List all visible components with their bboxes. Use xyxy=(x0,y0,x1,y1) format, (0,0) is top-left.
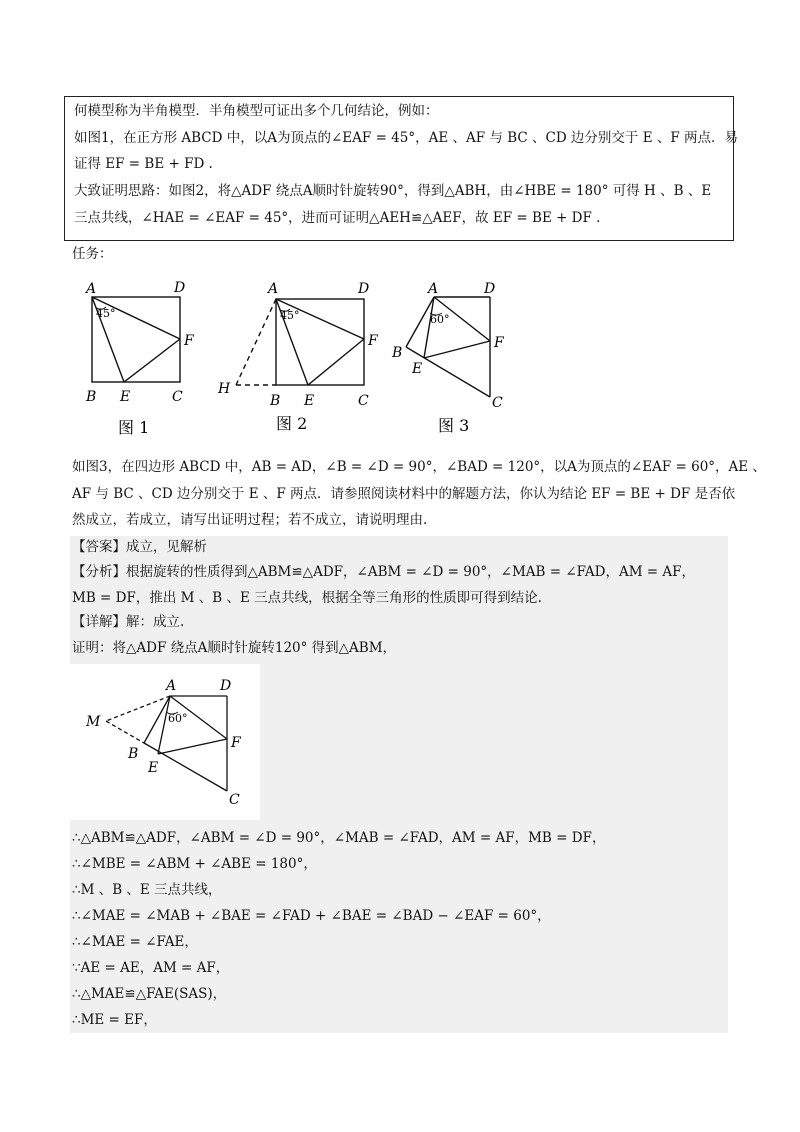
intro-line-2: 如图1，在正方形 ABCD 中，以A为顶点的∠EAF = 45°，AE 、AF 与 BC 、CD 边分别交于 E 、F 两点．易 xyxy=(74,130,739,146)
fig1-caption: 图 1 xyxy=(118,418,150,437)
question-line-3: 然成立，若成立，请写出证明过程；若不成立，请说明理由. xyxy=(72,512,428,528)
fig2-label-f: F xyxy=(368,333,378,349)
fig3-label-c: C xyxy=(492,395,503,411)
fig2-label-a: A xyxy=(268,281,279,297)
fig3-label-a: A xyxy=(428,281,439,297)
proof-step-7: ∴△MAE≌△FAE(SAS)， xyxy=(72,986,227,1002)
proof-step-8: ∴ME = EF， xyxy=(72,1012,157,1028)
fig4-label-a: A xyxy=(166,678,177,694)
answer-line: 【答案】成立，见解析 xyxy=(72,539,207,555)
proof-step-3: ∴M 、B 、E 三点共线， xyxy=(72,882,222,898)
detail-line: 【详解】解：成立. xyxy=(72,614,185,630)
fig2-label-h: H xyxy=(218,381,231,397)
fig4-label-f: F xyxy=(231,735,241,751)
fig1-label-e: E xyxy=(120,389,131,405)
question-line-2: AF 与 BC 、CD 边分别交于 E 、F 两点．请参照阅读材料中的解题方法，你认为结论 EF = BE + DF 是否依 xyxy=(72,486,736,502)
intro-line-3: 证得 EF = BE + FD . xyxy=(74,156,213,172)
fig1-label-f: F xyxy=(184,333,194,349)
fig3-label-e: E xyxy=(412,361,423,377)
intro-line-5: 三点共线，∠HAE = ∠EAF = 45°，进而可证明△AEH≌△AEF，故 EF = BE + DF . xyxy=(74,210,601,226)
fig3-angle: 60° xyxy=(430,313,450,326)
proof-step-4: ∴∠MAE = ∠MAB + ∠BAE = ∠FAD + ∠BAE = ∠BAD − ∠EAF = 60°， xyxy=(72,908,551,924)
fig1-angle: 45° xyxy=(96,307,116,320)
fig2-label-e: E xyxy=(304,393,315,409)
fig3-caption: 图 3 xyxy=(438,416,470,435)
fig3-label-f: F xyxy=(494,335,504,351)
intro-line-4: 大致证明思路：如图2，将△ADF 绕点A顺时针旋转90°，得到△ABH，由∠HBE = 180° 可得 H 、B 、E xyxy=(74,183,712,199)
proof-step-5: ∴∠MAE = ∠FAE， xyxy=(72,934,198,950)
question-line-1: 如图3，在四边形 ABCD 中，AB = AD，∠B = ∠D = 90°，∠BAD = 120°，以A为顶点的∠EAF = 60°，AE 、 xyxy=(72,459,766,475)
analysis-line-2: MB = DF，推出 M 、B 、E 三点共线，根据全等三角形的性质即可得到结论. xyxy=(72,590,542,606)
fig4-label-d: D xyxy=(220,678,232,694)
fig2-label-b: B xyxy=(270,393,281,409)
figure-4 xyxy=(70,664,260,820)
intro-line-1: 何模型称为半角模型．半角模型可证出多个几何结论，例如： xyxy=(74,103,439,119)
figures-row xyxy=(0,275,800,475)
proof-step-6: ∵AE = AE，AM = AF， xyxy=(72,960,230,976)
fig1-label-c: C xyxy=(172,389,183,405)
task-label: 任务： xyxy=(72,246,113,262)
fig4-angle: 60° xyxy=(168,712,188,725)
fig4-label-e: E xyxy=(148,760,159,776)
figure-3 xyxy=(406,297,490,397)
proof-step-2: ∴∠MBE = ∠ABM + ∠ABE = 180°， xyxy=(72,856,317,872)
analysis-line-1: 【分析】根据旋转的性质得到△ABM≌△ADF，∠ABM = ∠D = 90°，∠MAB = ∠FAD，AM = AF， xyxy=(72,564,696,580)
fig1-label-b: B xyxy=(86,389,97,405)
fig4-label-c: C xyxy=(229,792,240,808)
fig3-label-d: D xyxy=(484,281,496,297)
fig4-label-m: M xyxy=(86,714,101,730)
proof-intro: 证明：将△ADF 绕点A顺时针旋转120° 得到△ABM， xyxy=(72,640,397,656)
fig1-label-d: D xyxy=(174,280,186,296)
fig2-angle: 45° xyxy=(280,309,300,322)
fig2-label-d: D xyxy=(358,281,370,297)
fig3-label-b: B xyxy=(392,345,403,361)
fig1-label-a: A xyxy=(86,281,97,297)
proof-step-1: ∴△ABM≌△ADF，∠ABM = ∠D = 90°，∠MAB = ∠FAD，AM = AF，MB = DF， xyxy=(72,830,606,846)
figure-2 xyxy=(236,299,364,385)
fig2-caption: 图 2 xyxy=(276,414,308,433)
fig2-label-c: C xyxy=(358,393,369,409)
fig4-label-b: B xyxy=(128,746,139,762)
